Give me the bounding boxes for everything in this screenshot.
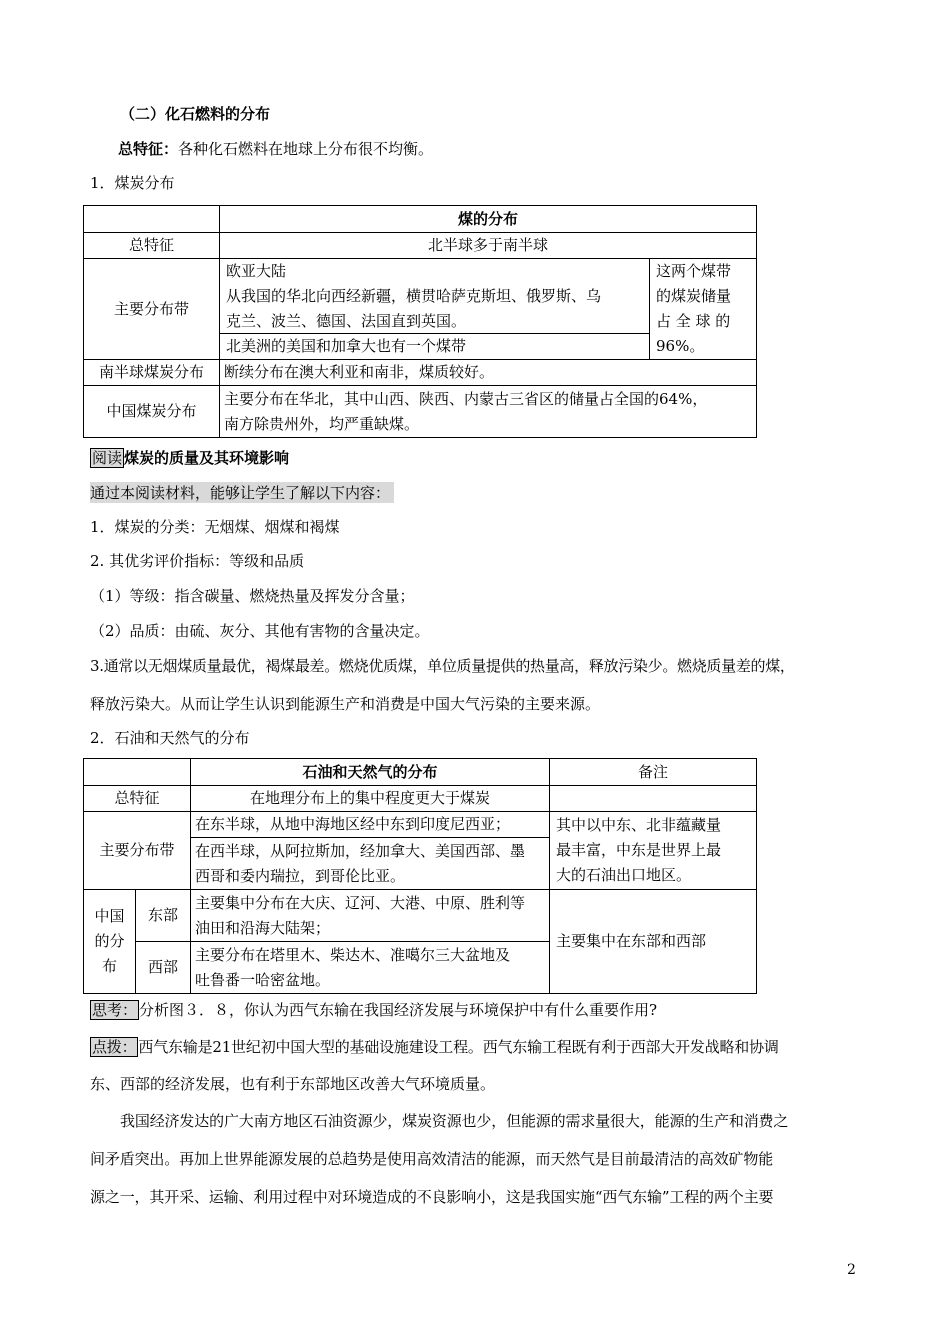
coal-row-label: 总特征: [84, 233, 220, 259]
text-line: 主要集中分布在大庆、辽河、大港、中原、胜利等: [195, 893, 526, 912]
coal-row-label: 主要分布带: [84, 259, 220, 360]
paragraph-line: 间矛盾突出。再加上世界能源发展的总趋势是使用高效清洁的能源，而天然气是目前最清洁的高效矿物能: [90, 1150, 774, 1168]
list-item: 2. 其优劣评价指标：等级和品质: [90, 552, 305, 570]
summary-text: 各种化石燃料在地球上分布很不均衡。: [178, 140, 434, 158]
text-line: 在西半球，从阿拉斯加，经加拿大、美国西部、墨: [195, 841, 526, 860]
text-line: 主要分布在华北，其中山西、陕西、内蒙古三省区的储量占全国的64%，: [224, 389, 708, 408]
hint-label: 点拨：: [92, 1038, 137, 1056]
text-line: 克兰、波兰、德国、法国直到英国。: [226, 312, 467, 330]
paragraph-line: 源之一，其开采、运输、利用过程中对环境造成的不良影响小，这是我国实施“西气东输”工程的两个主要: [90, 1188, 774, 1206]
china-west-label: 西部: [136, 942, 191, 994]
text-line: 占 全 球 的: [656, 312, 731, 330]
think-text: 分析图３．８，你认为西气东输在我国经济发展与环境保护中有什么重要作用?: [139, 1001, 658, 1019]
text-line: 的分: [94, 932, 125, 950]
summary: [118, 138, 433, 159]
coal-row-label: 南半球煤炭分布: [84, 360, 220, 386]
text-line: 从我国的华北向西经新疆，横贯哈萨克斯坦、俄罗斯、乌: [226, 287, 602, 305]
china-west-value: [191, 942, 550, 994]
text-line: 的煤炭储量: [656, 287, 732, 305]
coal-header-empty: [84, 206, 220, 233]
reading-label: 阅读: [92, 449, 123, 467]
text-line: 欧亚大陆: [226, 262, 287, 280]
list-item: 1．煤炭的分类：无烟煤、烟煤和褐煤: [90, 518, 340, 536]
oil-east-belt: 在东半球，从地中海地区经中东到印度尼西亚；: [191, 812, 550, 838]
china-east-value: [191, 890, 550, 942]
coal-row-label: 中国煤炭分布: [84, 386, 220, 438]
coal-belt-note: [650, 259, 757, 360]
text-line: 其中以中东、北非蕴藏量: [556, 816, 722, 834]
coal-belts-cell: [220, 259, 650, 360]
coal-table: [83, 205, 757, 438]
oil-row-label: 主要分布带: [84, 812, 191, 890]
text-line: 西哥和委内瑞拉，到哥伦比亚。: [195, 866, 406, 885]
oil-row-note-empty: [550, 786, 757, 812]
text-line: 吐鲁番一哈密盆地。: [195, 970, 331, 989]
list-item: 释放污染大。从而让学生认识到能源生产和消费是中国大气污染的主要来源。: [90, 695, 601, 713]
oil-west-belt: [191, 838, 550, 890]
text-line: 南方除贵州外，均严重缺煤。: [224, 414, 420, 433]
list-item: （1）等级：指含碳量、燃烧热量及挥发分含量；: [90, 587, 415, 605]
text-line: 布: [101, 957, 117, 975]
hint: [90, 1036, 779, 1057]
china-label: [84, 890, 136, 994]
list-item: 3.通常以无烟煤质量最优，褐煤最差。燃烧优质煤，单位质量提供的热量高，释放污染少。燃烧质量差的煤，: [90, 657, 795, 675]
think-label: 思考：: [92, 1001, 138, 1019]
na-belt: 北美洲的美国和加拿大也有一个煤带: [226, 337, 467, 355]
china-note: 主要集中在东部和西部: [550, 890, 757, 994]
text-line: 中国: [94, 907, 125, 925]
coal-row-value: 北半球多于南半球: [220, 233, 757, 259]
section-title: （二）化石燃料的分布: [120, 105, 271, 123]
text-line: 大的石油出口地区。: [556, 866, 692, 884]
eurasia-belt: [220, 259, 649, 334]
reading-heading: [90, 447, 289, 468]
oil-table-header: 石油和天然气的分布: [191, 759, 550, 786]
text-line: 96%。: [656, 337, 705, 355]
oil-header-empty: [84, 759, 191, 786]
oil-heading: 2．石油和天然气的分布: [90, 729, 250, 747]
paragraph-line: 我国经济发达的广大南方地区石油资源少，煤炭资源也少，但能源的需求量很大，能源的生产和消费之: [120, 1112, 789, 1130]
list-item: （2）品质：由硫、灰分、其他有害物的含量决定。: [90, 622, 430, 640]
reading-intro: 通过本阅读材料，能够让学生了解以下内容：: [90, 482, 394, 503]
summary-label: 总特征：: [118, 140, 179, 158]
text-line: 油田和沿海大陆架；: [195, 918, 331, 937]
page-number: 2: [847, 1262, 856, 1278]
think: [90, 999, 657, 1020]
text-line: 这两个煤带: [656, 262, 732, 280]
oil-table: [83, 758, 757, 994]
oil-note-header: 备注: [550, 759, 757, 786]
coal-row-value: 断续分布在澳大利亚和南非，煤质较好。: [220, 360, 757, 386]
oil-row-value: 在地理分布上的集中程度更大于煤炭: [191, 786, 550, 812]
hint-text: 西气东输是21世纪初中国大型的基础设施建设工程。西气东输工程既有利于西部大开发战略和协调: [138, 1038, 779, 1056]
coal-heading: 1．煤炭分布: [90, 174, 175, 192]
oil-row-label: 总特征: [84, 786, 191, 812]
oil-belt-note: [550, 812, 757, 890]
text-line: 最丰富，中东是世界上最: [556, 841, 722, 859]
text-line: 主要分布在塔里木、柴达木、准噶尔三大盆地及: [195, 945, 511, 964]
china-east-label: 东部: [136, 890, 191, 942]
coal-row-value: [220, 386, 757, 438]
reading-title: 煤炭的质量及其环境影响: [124, 449, 290, 467]
coal-table-header: 煤的分布: [220, 206, 757, 233]
hint-continued: 东、西部的经济发展，也有利于东部地区改善大气环境质量。: [90, 1075, 496, 1093]
